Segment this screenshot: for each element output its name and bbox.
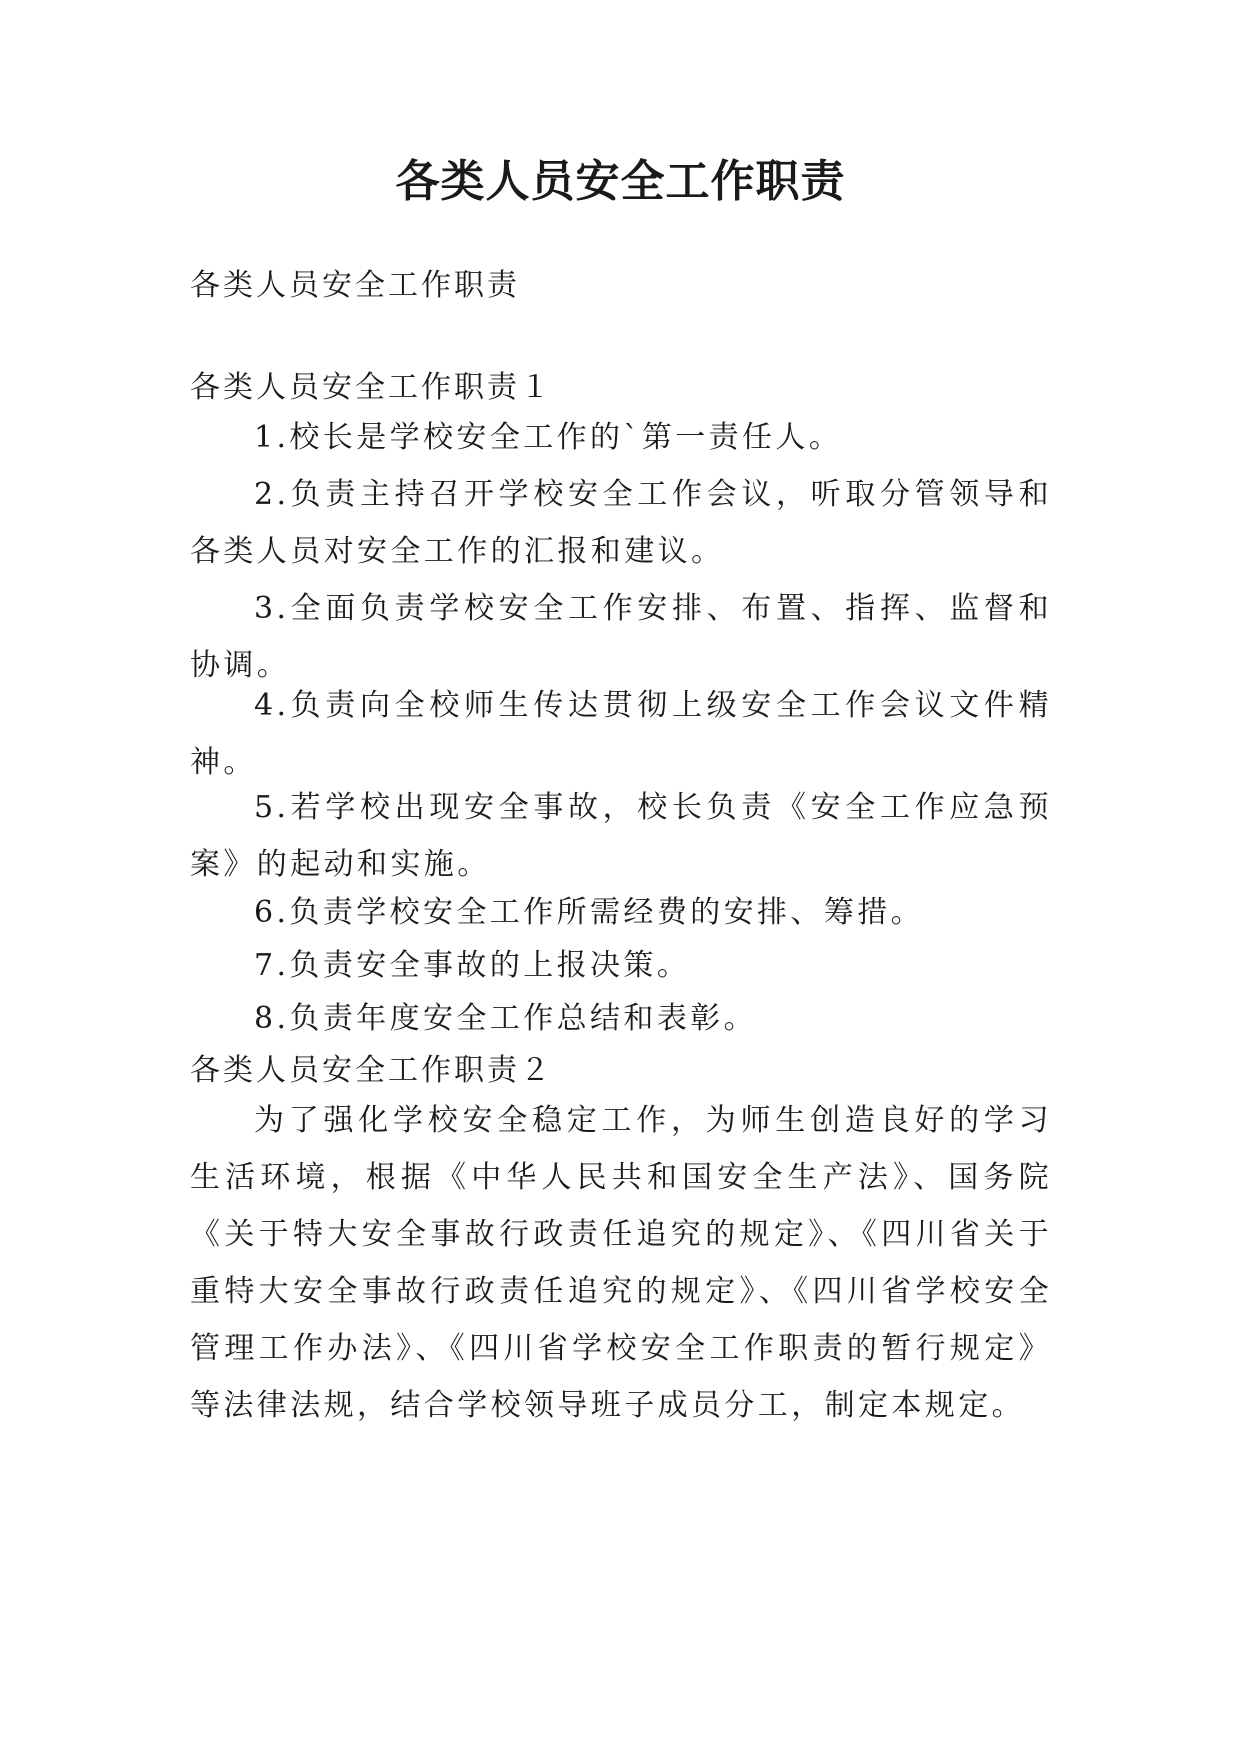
section1-item-7: 7.负责安全事故的上报决策。 [254,948,691,983]
section2-heading: 各类人员安全工作职责２ [190,1053,553,1088]
section1-item-3: 3.全面负责学校安全工作安排、布置、指挥、监督和协调。 [190,591,1052,683]
section1-item-5: 5.若学校出现安全事故，校长负责《安全工作应急预案》的起动和实施。 [190,790,1052,882]
section1-item-1: 1.校长是学校安全工作的`第一责任人。 [254,420,843,455]
section1-item-4: 4.负责向全校师生传达贯彻上级安全工作会议文件精神。 [190,688,1052,780]
section1-item-8: 8.负责年度安全工作总结和表彰。 [254,1001,758,1036]
document-title: 各类人员安全工作职责 [395,156,846,207]
section1-heading: 各类人员安全工作职责１ [190,370,553,405]
document-subtitle: 各类人员安全工作职责 [190,268,520,303]
section2-paragraph: 为了强化学校安全稳定工作，为师生创造良好的学习生活环境，根据《中华人民共和国安全生产法》、国务院《关于特大安全事故行政责任追究的规定》、《四川省关于重特大安全事故行政责任追究的规定》、《四川省学校安全管理工作办法》、《四川省学校安全工作职责的暂行规定》等法律法规，结合学校领导班子成员分工，制定本规定。 [190,1103,1052,1423]
section1-item-2: 2.负责主持召开学校安全工作会议，听取分管领导和各类人员对安全工作的汇报和建议。 [190,477,1052,569]
section1-item-6: 6.负责学校安全工作所需经费的安排、筹措。 [254,895,925,930]
